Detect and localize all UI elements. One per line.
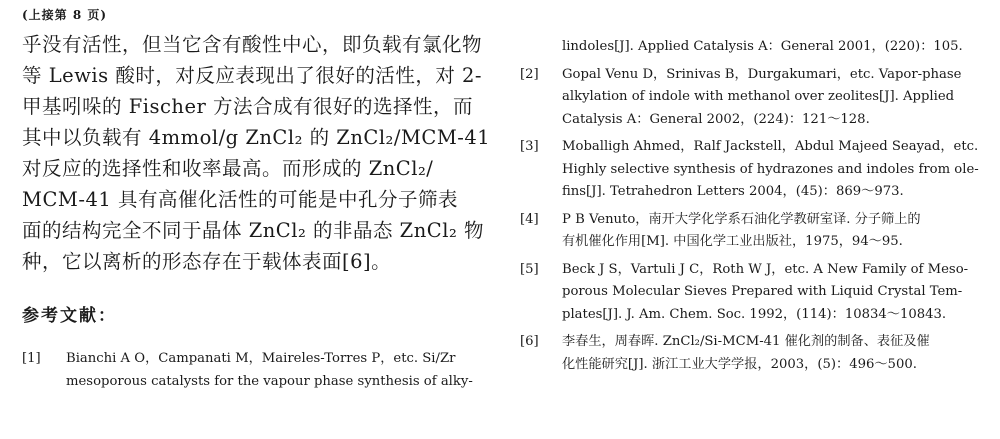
reference-line: fins[J]. Tetrahedron Letters 2004，(45)：869～973. (562, 184, 904, 199)
reference-2 (520, 64, 990, 132)
reference-4 (520, 209, 990, 254)
reference-line: P B Venuto，南开大学化学系石油化学教研室译. 分子筛上的 (562, 211, 921, 227)
reference-line: Moballigh Ahmed，Ralf Jackstell，Abdul Majeed Seayad，etc. (562, 139, 979, 154)
reference-line: Catalysis A：General 2002，(224)：121～128. (562, 111, 870, 127)
reference-text (562, 36, 990, 59)
paragraph-line: MCM-41 具有高催化活性的可能是中孔分子筛表 (22, 188, 458, 211)
body-paragraph (22, 29, 492, 277)
reference-line: 李春生，周春晖. ZnCl₂/Si-MCM-41 催化剂的制备、表征及催 (562, 334, 930, 349)
paragraph-line: 其中以负载有 4mmol/g ZnCl₂ 的 ZnCl₂/MCM-41 (22, 126, 491, 149)
reference-number: [5] (520, 261, 539, 277)
paragraph-line: 等 Lewis 酸时，对反应表现出了很好的活性，对 2- (22, 64, 483, 87)
reference-line: Gopal Venu D，Srinivas B，Durgakumari，etc. Vapor-phase (562, 66, 962, 82)
reference-number: [4] (520, 211, 539, 227)
reference-text (562, 259, 990, 327)
reference-line: plates[J]. J. Am. Chem. Soc. 1992，(114)：10834～10843. (562, 306, 947, 322)
reference-line: Bianchi A O，Campanati M，Maireles-Torres P，etc. Si/Zr (66, 351, 456, 366)
reference-text (66, 348, 492, 393)
reference-line: 有机催化作用[M]. 中国化学工业出版社，1975，94～95. (562, 234, 903, 249)
reference-text (562, 64, 990, 132)
paragraph-line: 甲基吲哚的 Fischer 方法合成有很好的选择性，而 (22, 95, 474, 118)
right-column (520, 36, 990, 381)
reference-line: Highly selective synthesis of hydrazones and indoles from ole- (562, 161, 979, 177)
reference-number: [6] (520, 334, 539, 349)
reference-1 (22, 348, 492, 393)
reference-5 (520, 259, 990, 327)
reference-line: alkylation of indole with methanol over zeolites[J]. Applied (562, 89, 955, 104)
paragraph-line: 对反应的选择性和收率最高。而形成的 ZnCl₂/ (22, 157, 434, 180)
reference-number: [1] (22, 351, 41, 366)
paragraph-line: 面的结构完全不同于晶体 ZnCl₂ 的非晶态 ZnCl₂ 物 (22, 219, 484, 242)
reference-line: lindoles[J]. Applied Catalysis A：General 2001，(220)：105. (562, 39, 963, 54)
left-column (22, 6, 492, 393)
paragraph-line: 乎没有活性，但当它含有酸性中心，即负载有氯化物 (22, 33, 483, 56)
reference-1-continued (520, 36, 990, 59)
paragraph-line: 种，它以离析的形态存在于载体表面[6]。 (22, 250, 392, 273)
reference-text (562, 209, 990, 254)
continued-note: (上接第 8 页) (22, 8, 108, 22)
references-heading: 参考文献： (22, 306, 117, 326)
reference-number: [2] (520, 66, 539, 82)
reference-3 (520, 136, 990, 204)
reference-number: [3] (520, 139, 539, 154)
reference-text (562, 331, 990, 376)
reference-line: Beck J S，Vartuli J C，Roth W J，etc. A New Family of Meso- (562, 261, 969, 277)
reference-line: 化性能研究[J]. 浙江工业大学学报，2003，(5)：496～500. (562, 356, 917, 372)
reference-6 (520, 331, 990, 376)
reference-line: mesoporous catalysts for the vapour phase synthesis of alky- (66, 373, 473, 389)
reference-text (562, 136, 990, 204)
reference-line: porous Molecular Sieves Prepared with Liquid Crystal Tem- (562, 284, 963, 299)
